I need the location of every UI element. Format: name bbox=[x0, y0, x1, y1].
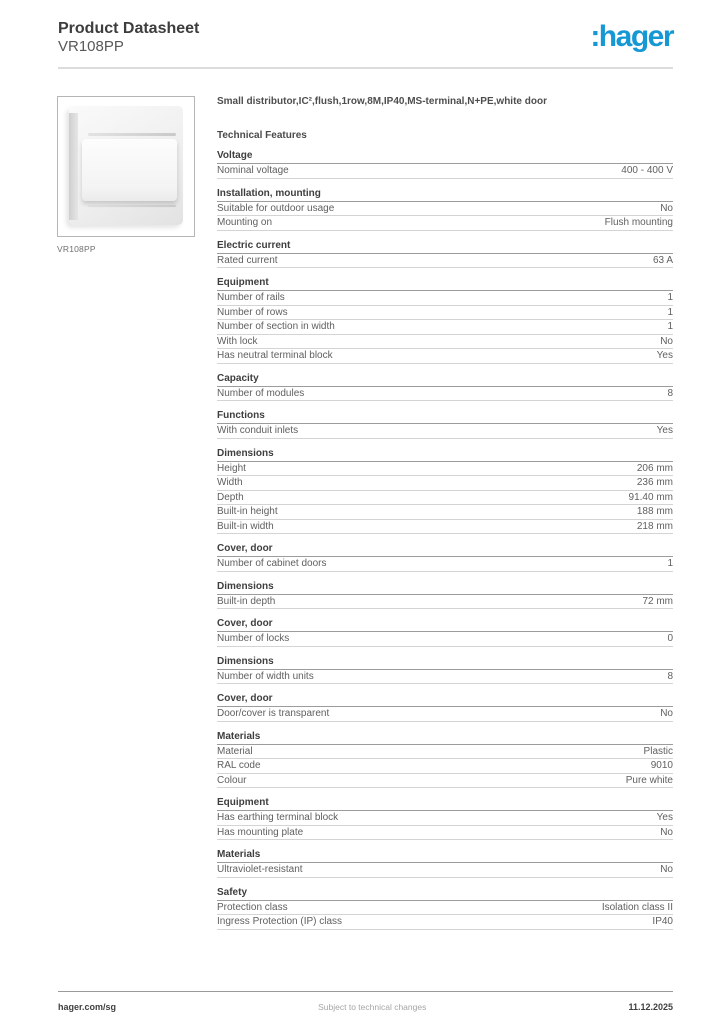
spec-section bbox=[217, 373, 673, 402]
spec-label: Number of rails bbox=[217, 292, 285, 303]
spec-section bbox=[217, 887, 673, 930]
spec-section bbox=[217, 693, 673, 722]
spec-section-title: Dimensions bbox=[217, 656, 673, 670]
spec-label: Has mounting plate bbox=[217, 826, 304, 838]
spec-row bbox=[217, 349, 673, 364]
spec-row bbox=[217, 306, 673, 321]
spec-section-title: Materials bbox=[217, 731, 673, 745]
spec-value: 91.40 mm bbox=[628, 491, 673, 503]
spec-label: RAL code bbox=[217, 760, 261, 771]
spec-label: Built-in depth bbox=[217, 595, 276, 607]
spec-section-title: Capacity bbox=[217, 373, 673, 387]
spec-section-title: Cover, door bbox=[217, 543, 673, 557]
spec-row bbox=[217, 811, 673, 826]
spec-section bbox=[217, 656, 673, 685]
spec-value: 8 bbox=[667, 387, 673, 399]
spec-value: 400 - 400 V bbox=[621, 165, 673, 176]
spec-row bbox=[217, 335, 673, 350]
spec-row bbox=[217, 915, 673, 930]
spec-row bbox=[217, 707, 673, 722]
spec-value: 1 bbox=[667, 292, 673, 303]
product-image bbox=[57, 96, 195, 237]
spec-row bbox=[217, 759, 673, 774]
spec-label: Suitable for outdoor usage bbox=[217, 202, 335, 214]
spec-row bbox=[217, 520, 673, 535]
spec-value: Pure white bbox=[625, 774, 673, 786]
spec-label: With lock bbox=[217, 335, 258, 347]
spec-section-title: Dimensions bbox=[217, 581, 673, 595]
spec-section bbox=[217, 618, 673, 647]
spec-row bbox=[217, 254, 673, 269]
spec-section-title: Materials bbox=[217, 849, 673, 863]
spec-row bbox=[217, 387, 673, 402]
spec-row bbox=[217, 670, 673, 685]
spec-label: Number of locks bbox=[217, 633, 290, 644]
spec-label: Ingress Protection (IP) class bbox=[217, 916, 343, 927]
spec-row bbox=[217, 557, 673, 572]
header-titles bbox=[58, 20, 199, 56]
spec-value: Yes bbox=[656, 425, 673, 436]
spec-value: Isolation class II bbox=[601, 901, 673, 913]
spec-row bbox=[217, 320, 673, 335]
spec-value: Flush mounting bbox=[604, 217, 673, 228]
spec-value: 0 bbox=[667, 633, 673, 644]
spec-section-title: Cover, door bbox=[217, 693, 673, 707]
spec-value: 1 bbox=[667, 306, 673, 318]
spec-row bbox=[217, 595, 673, 610]
spec-row bbox=[217, 826, 673, 841]
spec-section-title: Functions bbox=[217, 410, 673, 424]
spec-value: No bbox=[660, 826, 673, 838]
spec-value: Yes bbox=[656, 812, 673, 823]
spec-section bbox=[217, 543, 673, 572]
spec-value: 188 mm bbox=[636, 506, 673, 517]
spec-row bbox=[217, 901, 673, 916]
spec-label: Mounting on bbox=[217, 217, 273, 228]
spec-label: Protection class bbox=[217, 901, 288, 913]
spec-value: No bbox=[660, 202, 673, 214]
spec-label: Built-in height bbox=[217, 506, 278, 517]
spec-value: No bbox=[660, 335, 673, 347]
product-image-column bbox=[57, 96, 217, 930]
spec-value: 1 bbox=[667, 558, 673, 569]
footer-website-link[interactable]: hager.com/sg bbox=[58, 1002, 117, 1012]
spec-value: Plastic bbox=[643, 745, 673, 757]
spec-row bbox=[217, 774, 673, 789]
spec-row bbox=[217, 462, 673, 477]
spec-section-title: Equipment bbox=[217, 797, 673, 811]
spec-section bbox=[217, 188, 673, 231]
page-header bbox=[58, 20, 673, 56]
spec-row bbox=[217, 216, 673, 231]
spec-label: Number of width units bbox=[217, 670, 314, 682]
spec-column bbox=[217, 96, 673, 930]
spec-label: Door/cover is transparent bbox=[217, 708, 330, 719]
spec-section bbox=[217, 731, 673, 789]
spec-label: With conduit inlets bbox=[217, 425, 299, 436]
enclosure-top-groove bbox=[88, 133, 176, 136]
spec-section bbox=[217, 849, 673, 878]
spec-row bbox=[217, 491, 673, 506]
spec-label: Number of cabinet doors bbox=[217, 558, 327, 569]
spec-label: Depth bbox=[217, 491, 244, 503]
spec-label: Ultraviolet-resistant bbox=[217, 864, 303, 875]
spec-row bbox=[217, 164, 673, 179]
spec-row bbox=[217, 291, 673, 306]
spec-value: IP40 bbox=[652, 916, 673, 927]
spec-row bbox=[217, 632, 673, 647]
spec-value: 218 mm bbox=[636, 520, 673, 532]
enclosure-side-shadow bbox=[69, 113, 78, 220]
spec-row bbox=[217, 505, 673, 520]
technical-features-heading: Technical Features bbox=[217, 130, 307, 141]
spec-section-title: Voltage bbox=[217, 150, 673, 164]
spec-label: Colour bbox=[217, 774, 247, 786]
spec-label: Has earthing terminal block bbox=[217, 812, 339, 823]
header-divider bbox=[58, 67, 673, 69]
spec-row bbox=[217, 863, 673, 878]
spec-label: Height bbox=[217, 462, 246, 474]
footer-notice: Subject to technical changes bbox=[318, 1002, 427, 1012]
spec-row bbox=[217, 202, 673, 217]
main-content bbox=[57, 96, 673, 930]
spec-label: Number of modules bbox=[217, 387, 305, 399]
product-description: Small distributor,IC²,flush,1row,8M,IP40,MS-terminal,N+PE,white door bbox=[217, 96, 547, 107]
enclosure-door bbox=[82, 139, 177, 201]
spec-value: 72 mm bbox=[642, 595, 673, 607]
footer-date: 11.12.2025 bbox=[628, 1002, 673, 1012]
spec-section-title: Safety bbox=[217, 887, 673, 901]
spec-label: Number of rows bbox=[217, 306, 288, 318]
spec-section bbox=[217, 150, 673, 179]
spec-label: Rated current bbox=[217, 254, 278, 266]
spec-value: 206 mm bbox=[636, 462, 673, 474]
spec-label: Width bbox=[217, 477, 243, 488]
spec-value: No bbox=[660, 708, 673, 719]
product-reference: VR108PP bbox=[58, 38, 124, 56]
spec-sections bbox=[217, 150, 673, 930]
enclosure-bottom-groove bbox=[88, 205, 176, 207]
spec-section bbox=[217, 448, 673, 535]
spec-label: Nominal voltage bbox=[217, 165, 289, 176]
spec-value: Yes bbox=[656, 350, 673, 361]
spec-section bbox=[217, 277, 673, 364]
spec-label: Built-in width bbox=[217, 520, 274, 532]
spec-section-title: Electric current bbox=[217, 240, 673, 254]
spec-row bbox=[217, 476, 673, 491]
spec-value: 1 bbox=[667, 321, 673, 332]
page-footer bbox=[58, 991, 673, 1012]
spec-section-title: Cover, door bbox=[217, 618, 673, 632]
spec-section-title: Installation, mounting bbox=[217, 188, 673, 202]
spec-value: 9010 bbox=[650, 760, 673, 771]
spec-label: Number of section in width bbox=[217, 321, 335, 332]
product-image-caption: VR108PP bbox=[57, 244, 96, 254]
spec-section-title: Dimensions bbox=[217, 448, 673, 462]
spec-row bbox=[217, 745, 673, 760]
spec-value: 63 A bbox=[652, 254, 673, 266]
spec-section bbox=[217, 797, 673, 840]
spec-value: 236 mm bbox=[636, 477, 673, 488]
spec-row bbox=[217, 424, 673, 439]
spec-value: No bbox=[660, 864, 673, 875]
spec-section bbox=[217, 410, 673, 439]
spec-section-title: Equipment bbox=[217, 277, 673, 291]
hager-logo: :hager bbox=[590, 20, 673, 53]
spec-section bbox=[217, 581, 673, 610]
page-title: Product Datasheet bbox=[58, 20, 200, 37]
spec-label: Material bbox=[217, 745, 253, 757]
spec-section bbox=[217, 240, 673, 269]
spec-label: Has neutral terminal block bbox=[217, 350, 333, 361]
spec-value: 8 bbox=[667, 670, 673, 682]
